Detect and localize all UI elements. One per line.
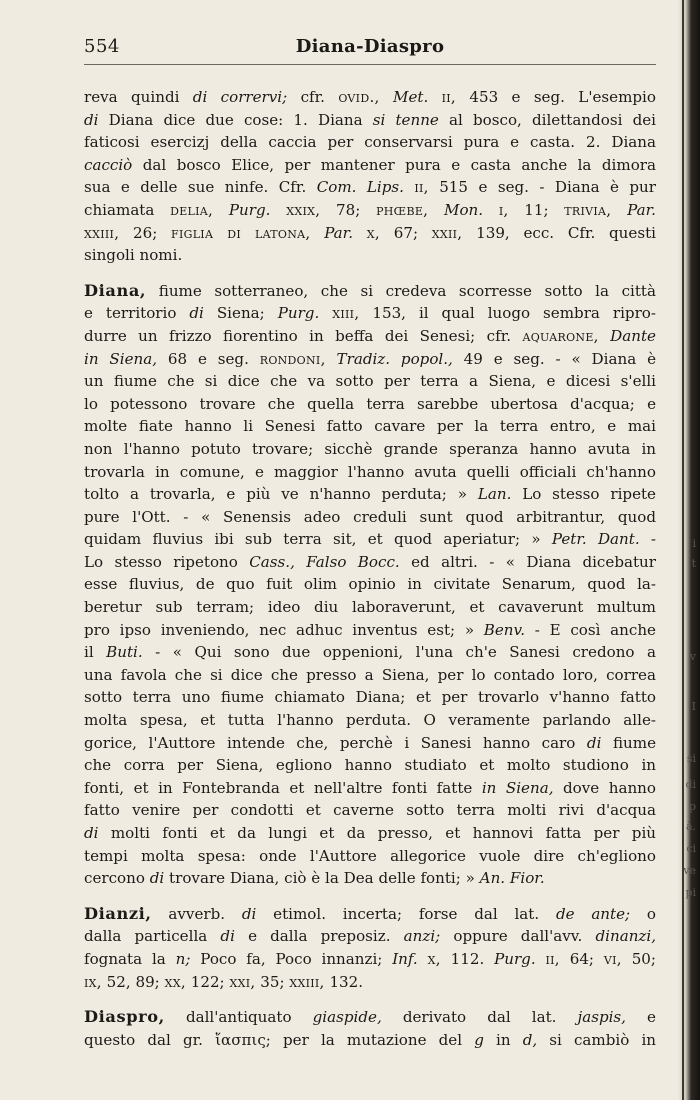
facing-page-mark: pi (685, 886, 696, 899)
text-line: durre un frizzo fiorentino in beffa dei Senesi; cfr. aquarone, Dante (84, 326, 656, 345)
text-line: che corra per Siena, egliono hanno studiato et molto studiono in (84, 756, 656, 775)
paragraph-gap (84, 267, 656, 280)
text-line: Lo stesso ripetono Cass., Falso Bocc. ed altri. - « Diana dicebatur (84, 552, 656, 571)
text-line: esse fluvius, de quo fuit olim opinio in civitate Senarum, quod la- (84, 575, 656, 594)
text-line: singoli nomi. (84, 246, 183, 265)
text-line: pure l'Ott. - « Senensis adeo creduli sunt quod arbitrantur, quod (84, 507, 656, 526)
text-line: lo potessono trovare che quella terra sarebbe ubertosa d'acqua; e (84, 394, 656, 413)
facing-page-mark: i (692, 537, 696, 550)
facing-page-mark: t (691, 557, 696, 570)
entry-headword: Diana, (84, 280, 147, 300)
text-line: una favola che si dice che presso a Siena, per lo contado loro, correa (84, 665, 656, 684)
text-line: un fiume che si dice che va sotto per terra a Siena, e dicesi s'elli (84, 372, 656, 391)
entry-diana-fiume (84, 280, 656, 890)
body-text (84, 86, 656, 1051)
text-line: cacciò dal bosco Elice, per mantener pura e casta anche la dimora (84, 155, 656, 174)
text-line: non l'hanno potuto trovare; sicchè grande speranza hanno avuta in (84, 439, 656, 458)
text-line: Dianzi, avverb. di etimol. incerta; forse dal lat. de ante; o (84, 903, 656, 923)
text-line: cercono di trovare Diana, ciò è la Dea delle fonti; » An. Fior. (84, 869, 545, 888)
text-line: sotto terra uno fiume chiamato Diana; et per trovarlo v'hanno fatto (84, 688, 656, 707)
text-line: in Siena, 68 e seg. rondoni, Tradiz. popol., 49 e seg. - « Diana è (84, 349, 656, 368)
text-line: e territorio di Siena; Purg. xiii, 153, il qual luogo sembra ripro- (84, 304, 656, 323)
text-line: chiamata delia, Purg. xxix, 78; phœbe, Mon. i, 11; trivia, Par. (84, 200, 656, 219)
text-line: fonti, et in Fontebranda et nell'altre fonti fatte in Siena, dove hanno (84, 778, 656, 797)
text-line: reva quindi di corrervi; cfr. ovid., Met. ii, 453 e seg. L'esempio (84, 88, 656, 106)
facing-page-mark: si (686, 752, 696, 765)
paragraph-gap (84, 993, 656, 1006)
text-line: ix, 52, 89; xx, 122; xxi, 35; xxiii, 132. (84, 972, 364, 991)
text-line: tempi molta spesa: onde l'Auttore allegorice vuole dire ch'egliono (84, 846, 656, 865)
text-line: fognata la n; Poco fa, Poco innanzi; Inf. x, 112. Purg. ii, 64; vi, 50; (84, 949, 656, 968)
facing-page-mark: ci (686, 842, 696, 855)
text-line: Diana, fiume sotterraneo, che si credeva scorresse sotto la città (84, 280, 656, 300)
text-line: beretur sub terram; ideo diu laboraverunt, et cavaverunt multum (84, 598, 656, 617)
text-line: xxiii, 26; figlia di latona, Par. x, 67; xxii, 139, ecc. Cfr. questi (84, 223, 656, 242)
facing-page-mark: ve (683, 864, 696, 877)
entry-headword: Dianzi, (84, 903, 152, 923)
facing-page-mark: à. (685, 820, 696, 833)
entry-headword: Diaspro, (84, 1007, 165, 1027)
page-header (84, 36, 656, 62)
text-line: di Diana dice due cose: 1. Diana si tenne al bosco, dilettandosi dei (84, 110, 656, 129)
text-line: trovarla in comune, e maggior l'hanno avuta quelli officiali ch'hanno (84, 462, 656, 481)
text-line: dalla particella di e dalla preposiz. anzi; oppure dall'avv. dinanzi, (84, 927, 656, 946)
page-number: 554 (84, 36, 120, 57)
text-line: molta spesa, et tutta l'hanno perduta. O veramente parlando alle- (84, 711, 656, 730)
text-line: faticosi esercizj della caccia per conservarsi pura e casta. 2. Diana (84, 133, 656, 152)
header-rule (84, 64, 656, 65)
text-line: pro ipso inveniendo, nec adhuc inventus est; » Benv. - E così anche (84, 620, 656, 639)
text-line: sua e delle sue ninfe. Cfr. Com. Lips. ii, 515 e seg. - Diana è pur (84, 178, 656, 197)
text-line: molte fiate hanno li Senesi fatto cavare per la terra entro, e mai (84, 417, 656, 436)
text-line: il Buti. - « Qui sono due oppenioni, l'una ch'e Sanesi credono a (84, 643, 657, 662)
text-line: gorice, l'Auttore intende che, perchè i Sanesi hanno caro di fiume (84, 733, 656, 752)
facing-page-mark: di (685, 778, 696, 791)
entry-diaspro (84, 1006, 656, 1051)
paragraph-gap (84, 890, 656, 903)
text-line: di molti fonti et da lungi et da presso, et hannovi fatta per più (84, 824, 656, 842)
text-line: tolto a trovarla, e più ve n'hanno perduta; » Lan. Lo stesso ripete (84, 485, 656, 504)
text-line: questo dal gr. ἴασπις; per la mutazione del g in d, si cambiò in (84, 1030, 656, 1049)
facing-page-mark: I (691, 700, 696, 713)
text-line: Diaspro, dall'antiquato giaspide, derivato dal lat. jaspis, e (84, 1007, 656, 1027)
text-line: quidam fluvius ibi sub terra sit, et quod aperiatur; » Petr. Dant. - (84, 530, 656, 549)
facing-page-mark: v (689, 650, 696, 663)
paragraph-carry-over (84, 86, 656, 267)
running-title: Diana-Diaspro (295, 36, 445, 57)
facing-page-mark: p (688, 800, 696, 813)
entry-dianzi (84, 903, 656, 993)
text-line: fatto venire per condotti et caverne sotto terra molti rivi d'acqua (84, 801, 656, 820)
binding-shadow-line (682, 0, 684, 1100)
